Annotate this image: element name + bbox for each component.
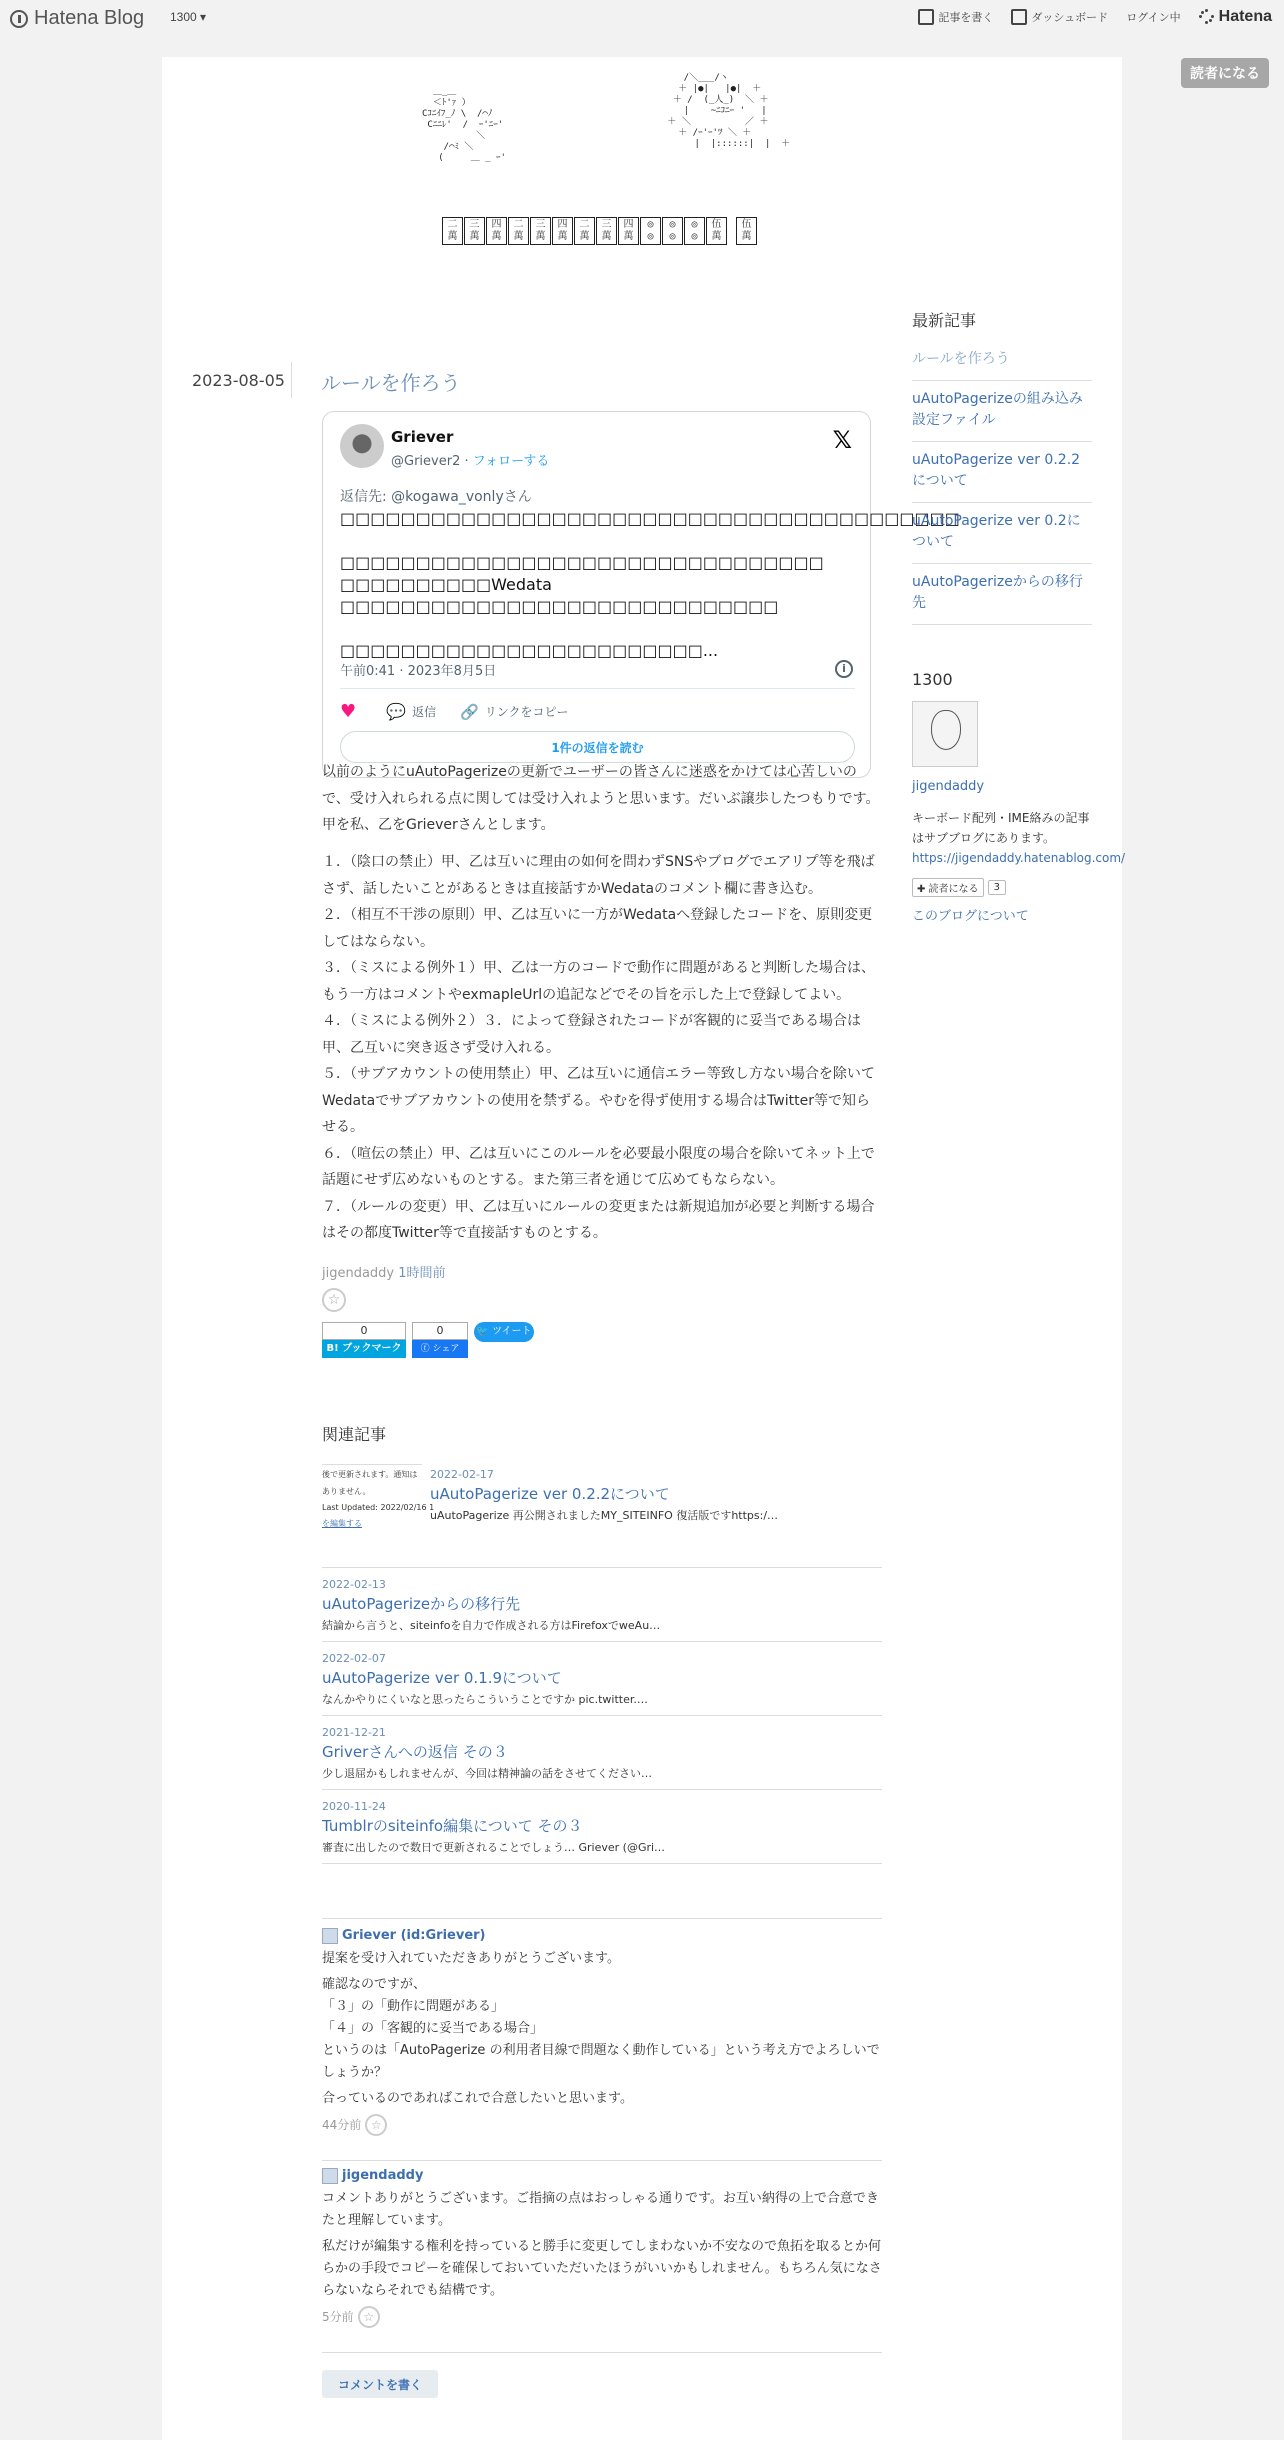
global-header: [0, 0, 1284, 36]
write-comment-button[interactable]: コメントを書く: [322, 2370, 438, 2398]
tweet-share-button[interactable]: 🐦 ツイート: [474, 1322, 534, 1342]
sidebar-profile: [912, 670, 1126, 924]
recent-post-link[interactable]: uAutoPagerize ver 0.2.2について: [912, 442, 1092, 503]
recent-title: 最新記事: [912, 311, 977, 330]
related-date: 2022-02-07: [322, 1652, 386, 1665]
rule-item: ５．（サブアカウントの使用禁止）甲、乙は互いに通信エラー等致し方ない場合を除いてWedataでサブアカウントの使用を禁ずる。やむを得ず使用する場合はTwitter等で知らせる。: [322, 1066, 875, 1135]
related-snippet: 少し退屈かもしれませんが、今回は精神論の話をさせてください…: [322, 1767, 652, 1780]
mahjong-tile: 三 萬: [530, 217, 551, 245]
mahjong-tile: 四 萬: [552, 217, 573, 245]
rule-item: ６．（喧伝の禁止）甲、乙は互いにこのルールを必要最小限度の場合を除いてネット上で話題にせず広めないものとする。また第三者を通じて広めてもならない。: [322, 1145, 875, 1188]
comment: [322, 2164, 882, 2328]
related-item[interactable]: [322, 1568, 882, 1642]
recent-list: [912, 349, 1092, 625]
comment-paragraph: 合っているのであればこれで合意したいと思います。: [322, 2091, 633, 2106]
thumb-line: Last Updated: 2022/02/16 1: [322, 1503, 435, 1512]
copy-link-label: リンクをコピー: [484, 705, 569, 719]
rule-item: １．（陰口の禁止）甲、乙は互いに理由の如何を問わずSNSやブログでエアリプ等を飛ばさず、話したいことがあるときは直接話すかWedataのコメント欄に書き込む。: [322, 854, 875, 897]
post-title[interactable]: ルールを作ろう: [321, 371, 461, 395]
related-link[interactable]: uAutoPagerize ver 0.2.2について: [430, 1485, 670, 1503]
mahjong-tile: ◎ ◎: [684, 217, 705, 245]
comment-meta: [322, 2114, 882, 2136]
dashboard-link[interactable]: [1011, 9, 1108, 25]
related-link[interactable]: Griverさんへの返信 その３: [322, 1743, 508, 1761]
related-item[interactable]: [322, 1716, 882, 1790]
comments-divider: [322, 1918, 882, 1919]
tweet-follow-link[interactable]: フォローする: [472, 454, 550, 469]
mahjong-tile: 二 萬: [442, 217, 463, 245]
hatena-blog-logo[interactable]: [10, 7, 144, 30]
user-icon: [322, 2168, 338, 2184]
reply-bubble-icon: 💬: [386, 702, 407, 721]
rule-item: ３．（ミスによる例外１）甲、乙は一方のコードで動作に問題があると判断した場合は、もう一方はコメントやexmapleUrlの追記などでその旨を示した上で登録してよい。: [322, 960, 875, 1003]
related-link[interactable]: uAutoPagerizeからの移行先: [322, 1595, 521, 1613]
date-divider: [291, 362, 292, 398]
comment-author[interactable]: jigendaddy: [322, 2164, 882, 2188]
comment-time[interactable]: 5分前: [322, 2310, 354, 2324]
subscribe-button[interactable]: 読者になる: [1181, 58, 1269, 88]
profile-title: 1300: [912, 670, 953, 689]
comment-paragraph: 提案を受け入れていただきありがとうございます。: [322, 1951, 620, 1966]
blog-select[interactable]: 1300 ▾: [170, 10, 207, 24]
related-snippet: なんかやりにくいなと思ったらこういうことですか pic.twitter.…: [322, 1693, 648, 1706]
tweet-author-name[interactable]: Griever: [391, 428, 454, 446]
read-replies-button[interactable]: 1件の返信を読む: [340, 731, 855, 763]
post-date[interactable]: 2023-08-05: [192, 371, 285, 390]
facebook-icon: ⓕ: [420, 1344, 433, 1354]
sidebar-recent: [912, 308, 1092, 625]
rule-item: ７．（ルールの変更）甲、乙は互いにルールの変更または新規追加が必要と判断する場合はその都度Twitter等で直接話すものとする。: [322, 1198, 875, 1241]
related-snippet: uAutoPagerize 再公開されましたMY_SITEINFO 復活版ですhttps:/…: [430, 1509, 779, 1522]
header-right: [918, 8, 1272, 26]
sidebar-subscribe-button[interactable]: ✚ 読者になる: [912, 878, 984, 897]
dashboard-icon: [1011, 9, 1027, 25]
comment-star-button[interactable]: ☆: [365, 2114, 387, 2136]
comment-body: [322, 2188, 882, 2302]
mahjong-tile: ◎ ◎: [662, 217, 683, 245]
hatena-logo-icon: [10, 10, 28, 28]
related-item[interactable]: [322, 1460, 882, 1568]
mahjong-tiles: [442, 217, 757, 245]
comment-paragraph: コメントありがとうございます。ご指摘の点はおっしゃる通りです。お互い納得の上で合意できたと理解しています。: [322, 2191, 879, 2228]
like-action[interactable]: [340, 701, 362, 722]
profile-avatar[interactable]: [912, 701, 978, 767]
blog-header-image[interactable]: [412, 67, 892, 267]
bookmark-count: 0: [322, 1322, 406, 1340]
related-snippet: 審査に出したので数日で更新されることでしょう… Griever (@Gri…: [322, 1841, 666, 1854]
link-icon: 🔗: [460, 702, 479, 721]
comment-meta: [322, 2306, 882, 2328]
hatena-menu[interactable]: [1199, 8, 1272, 26]
tweet-text: □□□□□□□□□□□□□□□□□□□□□□□□□□□□□□□□□□□□□□□□□ □□□□□□□□□□□□□□□□□□□□□□□□□□□□□□□□ □□□□□□□□□□Wedata □□□□□□□□□□□□□□□□□□□□□□□□□□□□□ □□□□□□□□□□□□□□□□□□□□□□□□...: [340, 509, 960, 660]
related-list: [322, 1460, 882, 1864]
recent-post-link[interactable]: uAutoPagerizeからの移行先: [912, 564, 1092, 625]
aa-right: /＼___/ヽ ＋ |●| |●| ＋ ＋ / (_人_) ＼ ＋ | ~ﾆｺﾆｰ ' | ＋ ＼ ／ ＋ ＋ /ｰ'ｰ'ﾂ ＼ ＋ | |::::::| | ＋: [667, 73, 791, 149]
related-link[interactable]: Tumblrのsiteinfo編集について その３: [322, 1817, 583, 1835]
mahjong-tile: 四 萬: [486, 217, 507, 245]
account-label: ログイン中: [1126, 11, 1181, 24]
tweet-timestamp[interactable]: 午前0:41 · 2023年8月5日: [340, 664, 497, 679]
comment-divider: [322, 2352, 882, 2353]
write-label: 記事を書く: [938, 11, 994, 24]
blog-container: [162, 57, 1126, 2440]
related-item[interactable]: [322, 1790, 882, 1864]
edit-icon: [918, 9, 934, 25]
aa-left: ＿_＿ ＜ﾄ'ｧ ） Cｺﾆｲﾌ_ﾉ \ /⌒ﾉ Cﾆﾆﾚ' / ｰ'ﾆｰ' ＼ /⌒ﾐ ＼ ( ＿ _ ｰ': [422, 87, 506, 163]
account-link[interactable]: [1126, 9, 1180, 25]
copy-link-action[interactable]: [460, 703, 568, 721]
tweet-reply-to: 返信先: @kogawa_vonlyさん: [340, 489, 532, 505]
recent-post-link[interactable]: uAutoPagerize ver 0.2について: [912, 503, 1092, 564]
profile-link[interactable]: https://jigendaddy.hatenablog.com/: [912, 851, 1126, 865]
post-time-ago[interactable]: 1時間前: [398, 1266, 446, 1281]
fb-label: ⓕ シェア: [412, 1340, 468, 1358]
thumb-line: ありません。: [322, 1487, 371, 1496]
thumb-line: を編集する: [322, 1519, 362, 1528]
mahjong-tile: 四 萬: [618, 217, 639, 245]
fb-count: 0: [412, 1322, 468, 1340]
comment: [322, 1924, 882, 2136]
mahjong-tile: 二 萬: [508, 217, 529, 245]
related-date: 2021-12-21: [322, 1726, 386, 1739]
heart-icon: ♥: [340, 701, 357, 722]
comment-author[interactable]: Griever (id:Griever): [322, 1924, 882, 1948]
recent-post-link[interactable]: uAutoPagerizeの組み込み設定ファイル: [912, 381, 1092, 442]
comment-paragraph: 確認なのですが、 「３」の「動作に問題がある」 「４」の「客観的に妥当である場合」 というのは「AutoPagerize の利用者目線で問題なく動作している」という考え方でよろしいでしょうか？: [322, 1977, 880, 2080]
related-snippet: 結論から言うと、siteinfoを自力で作成される方はFirefoxでweAu…: [322, 1619, 661, 1632]
mahjong-tile: 伍 萬: [736, 217, 757, 245]
related-date: 2020-11-24: [322, 1800, 386, 1813]
related-date: 2022-02-13: [322, 1578, 386, 1591]
related-link[interactable]: uAutoPagerize ver 0.1.9について: [322, 1669, 562, 1687]
related-date: 2022-02-17: [430, 1468, 494, 1481]
tweet-handle: @Griever2 · フォローする: [391, 454, 550, 469]
post-author[interactable]: jigendaddy: [322, 1266, 395, 1281]
related-thumbnail[interactable]: [322, 1464, 435, 1554]
comment-paragraph: 私だけが編集する権利を持っていると勝手に変更してしまわないか不安なので魚拓を取るとか何らかの手段でコピーを確保しておいていただいたほうがいいかもしれません。もちろん気になさらないならそれでも結構です。: [322, 2239, 882, 2298]
rule-item: ４．（ミスによる例外２）３．によって登録されたコードが客観的に妥当である場合は甲、乙互いに突き返さず受け入れる。: [322, 1013, 861, 1056]
subscribe-row: [912, 878, 1092, 897]
comment-star-button[interactable]: ☆: [358, 2306, 380, 2328]
comment-body: [322, 1948, 882, 2110]
related-title: 関連記事: [322, 1425, 387, 1444]
twitter-bird-icon: 🐦: [476, 1326, 489, 1337]
profile-description: キーボード配列・IME絡みの記事はサブブログにあります。 https://jigendaddy.hatenablog.com/: [912, 811, 1126, 865]
thumb-line: 後で更新されます。通知は: [322, 1470, 418, 1479]
mahjong-tile: 伍 萬: [706, 217, 727, 245]
post-meta: [322, 1262, 446, 1281]
facebook-share-button[interactable]: [412, 1322, 468, 1358]
related-item[interactable]: [322, 1642, 882, 1716]
dashboard-label: ダッシュボード: [1031, 11, 1109, 24]
bookmark-label: B! ブックマーク: [322, 1340, 406, 1358]
comment-time[interactable]: 44分前: [322, 2118, 362, 2132]
add-star-button[interactable]: ☆: [322, 1288, 346, 1312]
mahjong-tile: 三 萬: [596, 217, 617, 245]
tweet-actions: [340, 701, 569, 722]
post-paragraph: 以前のようにuAutoPagerizeの更新でユーザーの皆さんに迷惑をかけては心苦しいので、受け入れられる点に関しては受け入れようと思います。だいぶ譲歩したつもりです。甲を私、乙をGrieverさんとします。: [322, 764, 880, 833]
mahjong-tile: 三 萬: [464, 217, 485, 245]
reply-label: 返信: [412, 705, 437, 719]
mahjong-tile: 二 萬: [574, 217, 595, 245]
logo-text: Hatena Blog: [34, 7, 145, 29]
x-logo-icon[interactable]: 𝕏: [832, 426, 852, 454]
hatena-dots-icon: [1199, 9, 1215, 25]
tweet-divider: [340, 688, 855, 689]
hatena-brand-text: Hatena: [1218, 8, 1272, 25]
hatena-bookmark-button[interactable]: [322, 1322, 406, 1358]
mahjong-tile: ◎ ◎: [640, 217, 661, 245]
recent-post-link[interactable]: ルールを作ろう: [912, 349, 1092, 381]
comment-divider: [322, 2160, 882, 2161]
profile-name[interactable]: jigendaddy: [912, 779, 985, 794]
share-buttons: [322, 1322, 534, 1358]
reply-action[interactable]: [386, 702, 436, 721]
info-icon[interactable]: i: [835, 660, 853, 678]
about-blog-link[interactable]: このブログについて: [912, 909, 1029, 924]
write-post-link[interactable]: [918, 9, 993, 25]
rule-item: ２．（相互不干渉の原則）甲、乙は互いに一方がWedataへ登録したコードを、原則変更してはならない。: [322, 907, 873, 950]
user-icon: [322, 1928, 338, 1944]
subscriber-count[interactable]: 3: [988, 880, 1006, 895]
tweet-avatar[interactable]: [340, 424, 384, 468]
avatar-face-drawing: [931, 710, 961, 750]
rules-list: [322, 849, 882, 1247]
